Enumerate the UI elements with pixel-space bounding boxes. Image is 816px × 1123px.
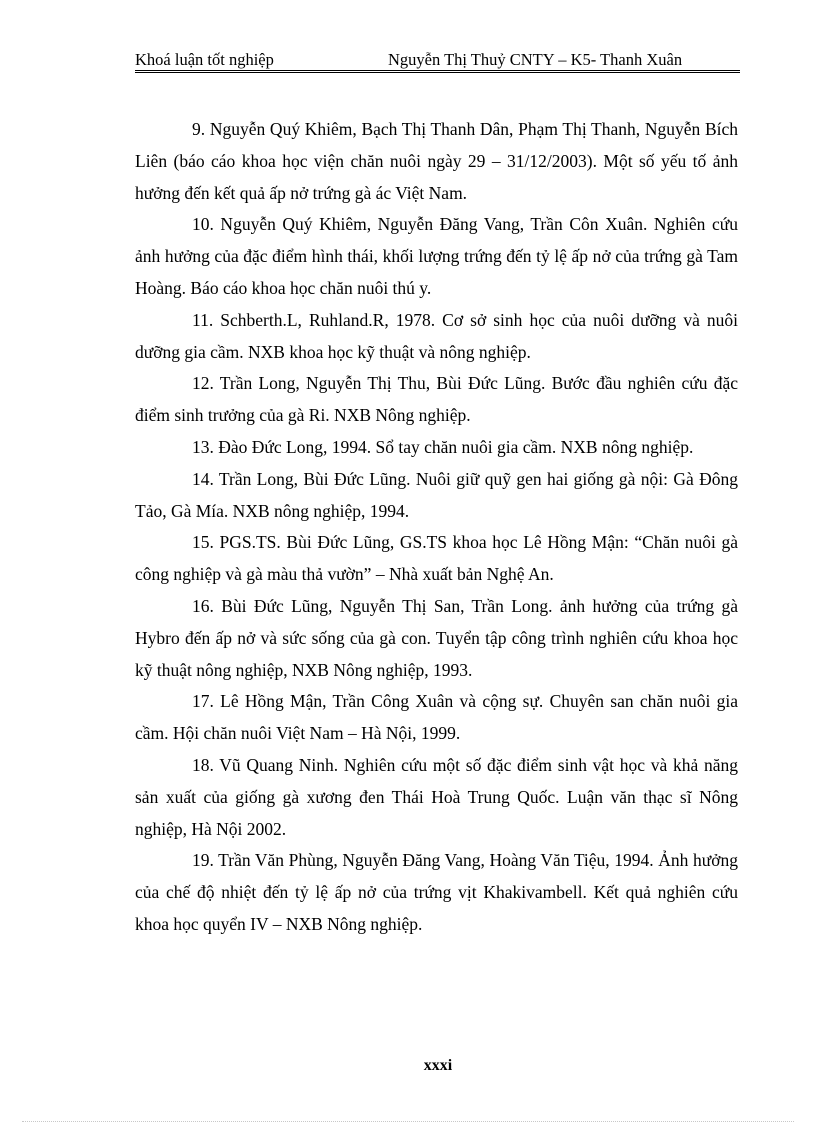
header-rule: [135, 70, 740, 73]
reference-item-15: 15. PGS.TS. Bùi Đức Lũng, GS.TS khoa học Lê Hồng Mận: “Chăn nuôi gà công nghiệp và gà màu thả vườn” – Nhà xuất bản Nghệ An.: [135, 532, 738, 585]
page-header: [135, 50, 738, 72]
reference-item-12: 12. Trần Long, Nguyễn Thị Thu, Bùi Đức Lũng. Bước đầu nghiên cứu đặc điểm sinh trưởng của gà Ri. NXB Nông nghiệp.: [135, 373, 738, 426]
reference-item-13: 13. Đào Đức Long, 1994. Sổ tay chăn nuôi gia cầm. NXB nông nghiệp.: [192, 436, 694, 457]
page-number: xxxi: [423, 1057, 453, 1074]
reference-item-11: 11. Schberth.L, Ruhland.R, 1978. Cơ sở sinh học của nuôi dưỡng và nuôi dưỡng gia cầm. NXB khoa học kỹ thuật và nông nghiệp.: [135, 309, 738, 362]
reference-item-16: 16. Bùi Đức Lũng, Nguyễn Thị San, Trần Long. ảnh hưởng của trứng gà Hybro đến ấp nở và sức sống của gà con. Tuyển tập công trình nghiên cứu khoa học kỹ thuật nông nghiệp, NXB Nông nghiệp, 1993.: [135, 595, 738, 680]
reference-item-10: 10. Nguyễn Quý Khiêm, Nguyễn Đăng Vang, Trần Côn Xuân. Nghiên cứu ảnh hưởng của đặc điểm hình thái, khối lượng trứng đến tỷ lệ ấp nở của trứng gà Tam Hoàng. Báo cáo khoa học chăn nuôi thú y.: [135, 214, 738, 298]
reference-item-9: 9. Nguyễn Quý Khiêm, Bạch Thị Thanh Dân, Phạm Thị Thanh, Nguyễn Bích Liên (báo cáo khoa học viện chăn nuôi ngày 29 – 31/12/2003). Một số yếu tố ảnh hưởng đến kết quả ấp nở trứng gà ác Việt Nam.: [135, 119, 738, 203]
reference-item-18: 18. Vũ Quang Ninh. Nghiên cứu một số đặc điểm sinh vật học và khả năng sản xuất của giống gà xương đen Thái Hoà Trung Quốc. Luận văn thạc sĩ Nông nghiệp, Hà Nội 2002.: [135, 754, 738, 839]
reference-item-14: 14. Trần Long, Bùi Đức Lũng. Nuôi giữ quỹ gen hai giống gà nội: Gà Đông Tảo, Gà Mía. NXB nông nghiệp, 1994.: [135, 468, 738, 521]
page-bottom-edge: [22, 1121, 794, 1122]
header-author: Nguyễn Thị Thuỷ CNTY – K5- Thanh Xuân: [388, 50, 683, 69]
header-thesis-label: Khoá luận tốt nghiệp: [135, 50, 274, 69]
reference-item-17: 17. Lê Hồng Mận, Trần Công Xuân và cộng sự. Chuyên san chăn nuôi gia cầm. Hội chăn nuôi Việt Nam – Hà Nội, 1999.: [135, 691, 738, 744]
reference-list: [135, 114, 738, 941]
reference-item-19: 19. Trần Văn Phùng, Nguyễn Đăng Vang, Hoàng Văn Tiệu, 1994. Ảnh hưởng của chế độ nhiệt đến tỷ lệ ấp nở của trứng vịt Khakivambell. Kết quả nghiên cứu khoa học quyển IV – NXB Nông nghiệp.: [135, 850, 738, 934]
